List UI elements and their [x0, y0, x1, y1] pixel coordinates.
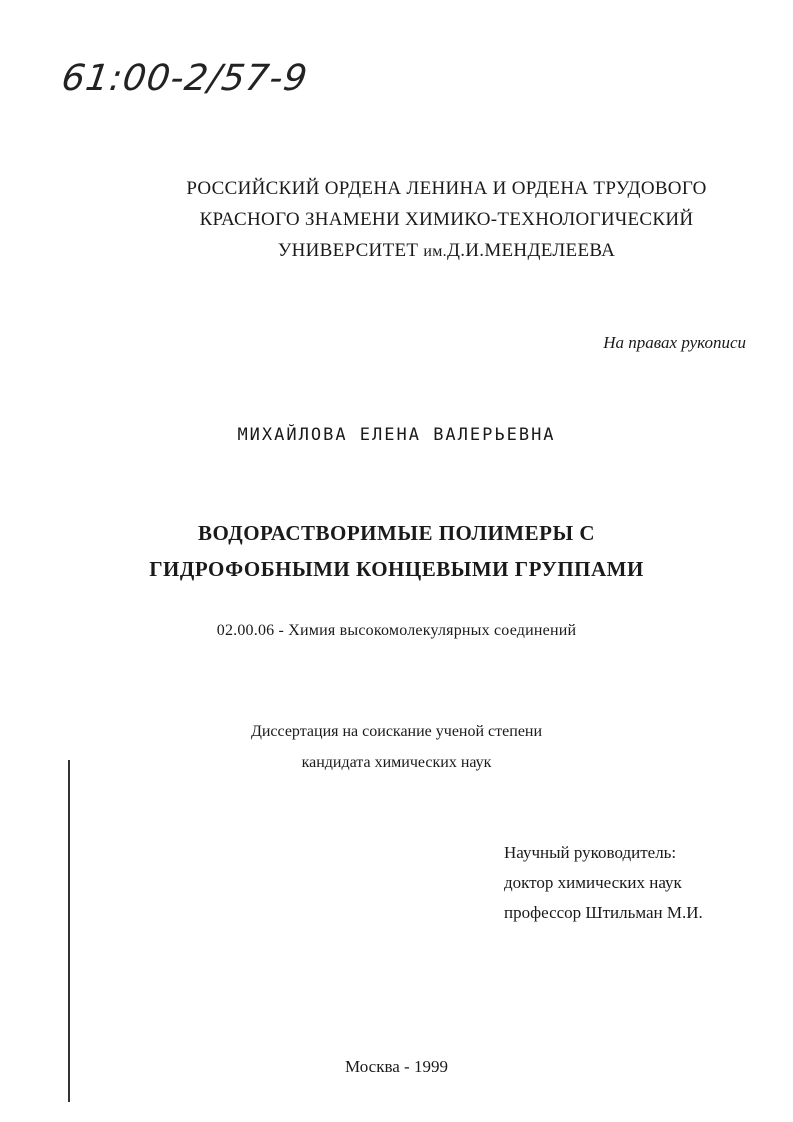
university-line-2: КРАСНОГО ЗНАМЕНИ ХИМИКО-ТЕХНОЛОГИЧЕСКИЙ: [199, 209, 694, 230]
dissertation-title: [0, 515, 793, 587]
supervisor-line-3: профессор Штильман М.И.: [504, 903, 703, 922]
title-line-2: ГИДРОФОБНЫМИ КОНЦЕВЫМИ ГРУППАМИ: [149, 557, 644, 581]
scan-edge-line: [68, 760, 70, 1102]
university-line-3: [100, 235, 793, 267]
university-line-1: РОССИЙСКИЙ ОРДЕНА ЛЕНИНА И ОРДЕНА ТРУДОВОГО: [186, 178, 707, 199]
supervisor-line-2: доктор химических наук: [504, 873, 682, 892]
specialty-code: 02.00.06 - Химия высокомолекулярных соединений: [216, 622, 577, 639]
supervisor-line-1: Научный руководитель:: [504, 843, 677, 862]
degree-statement: [0, 716, 793, 778]
handwritten-catalog-number: 61:00-2/57-9: [59, 58, 311, 99]
university-name: [100, 173, 793, 267]
university-line-3-abbrev: им.: [423, 243, 447, 260]
manuscript-note: На правах рукописи: [603, 333, 746, 352]
title-line-1: ВОДОРАСТВОРИМЫЕ ПОЛИМЕРЫ С: [197, 521, 595, 545]
university-line-3-name: Д.И.МЕНДЕЛЕЕВА: [446, 240, 616, 261]
university-line-3-main: УНИВЕРСИТЕТ: [277, 240, 424, 261]
author-name: МИХАЙЛОВА ЕЛЕНА ВАЛЕРЬЕВНА: [237, 425, 556, 445]
degree-line-2: кандидата химических наук: [301, 754, 492, 771]
supervisor-block: [504, 838, 703, 928]
degree-line-1: Диссертация на соискание ученой степени: [250, 723, 543, 740]
city-year: Москва - 1999: [345, 1057, 448, 1076]
